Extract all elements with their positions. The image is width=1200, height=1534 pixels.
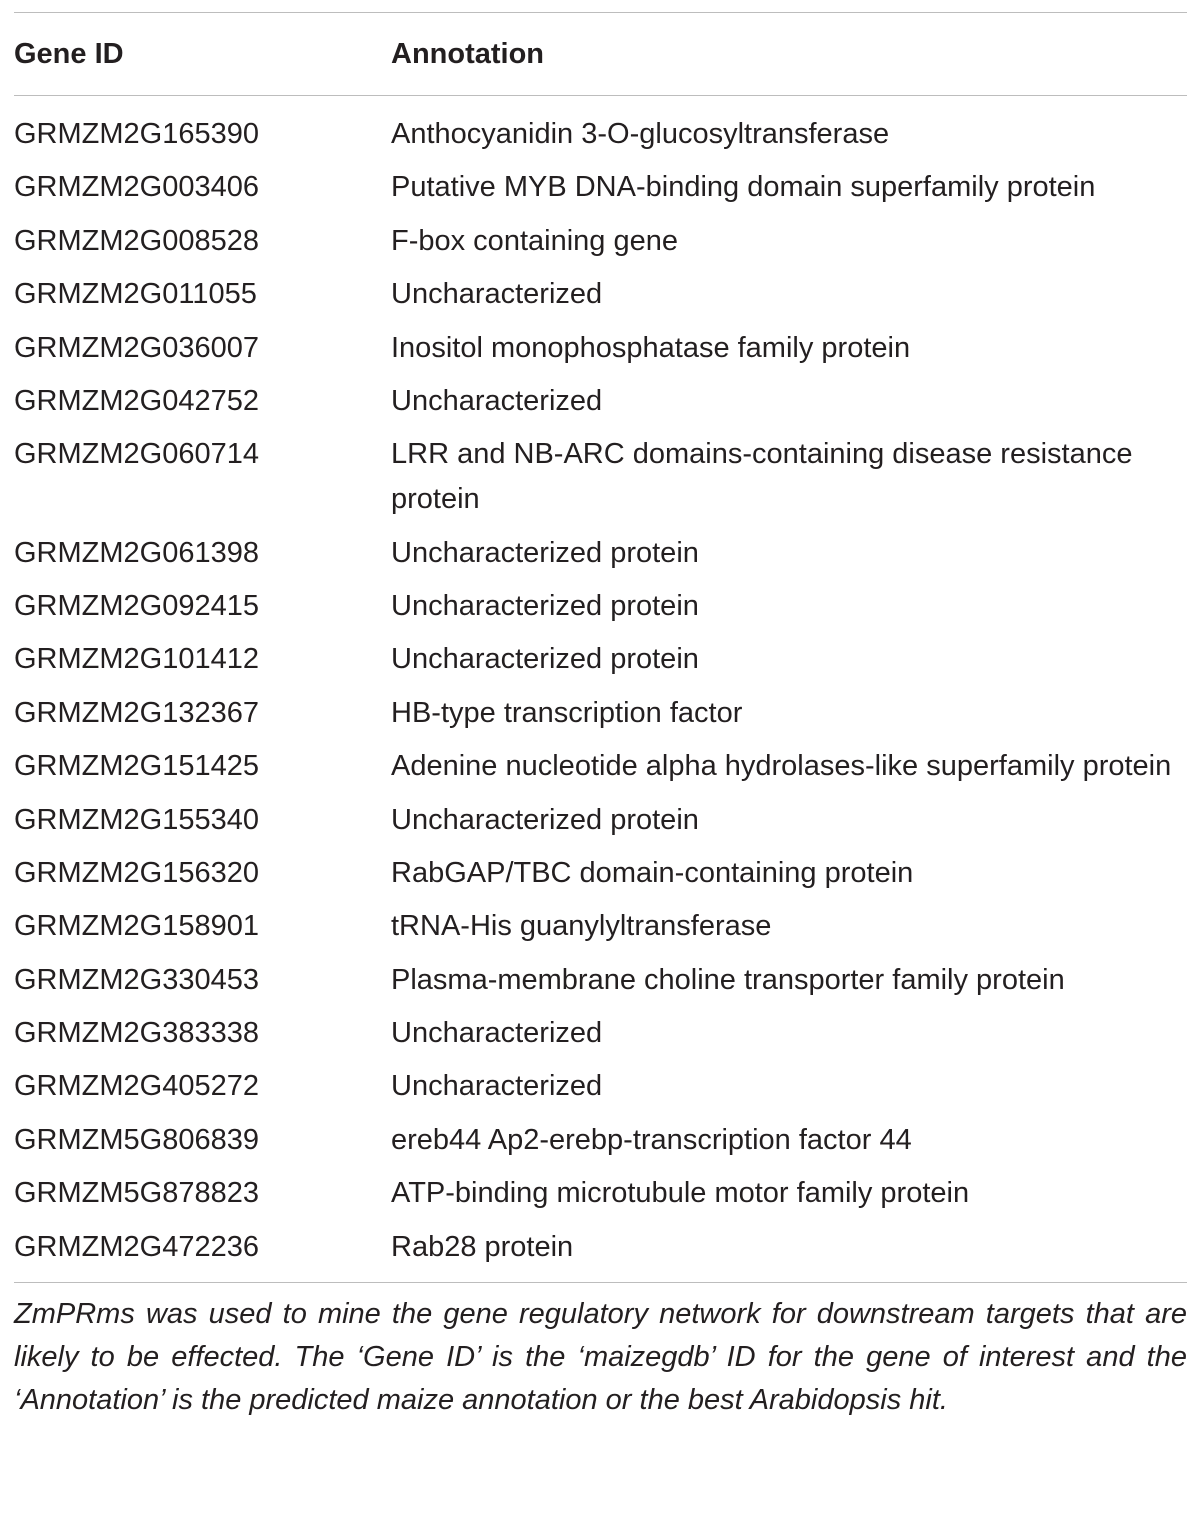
annotation-cell: Plasma-membrane choline transporter family protein bbox=[391, 963, 1065, 996]
gene-id-cell: GRMZM2G092415 bbox=[14, 590, 259, 622]
table-row bbox=[14, 1114, 1187, 1167]
table-row bbox=[14, 526, 1187, 579]
gene-id-cell: GRMZM2G383338 bbox=[14, 1017, 259, 1049]
gene-id-cell: GRMZM2G405272 bbox=[14, 1070, 259, 1103]
annotation-cell: Uncharacterized protein bbox=[391, 536, 699, 569]
annotation-cell: Uncharacterized bbox=[391, 1070, 603, 1103]
annotation-cell: LRR and NB-ARC domains-containing disease resistance protein bbox=[391, 438, 1133, 516]
annotation-cell: Rab28 protein bbox=[391, 1230, 574, 1263]
annotation-cell: Adenine nucleotide alpha hydrolases-like superfamily protein bbox=[391, 750, 1172, 783]
gene-id-cell: GRMZM2G060714 bbox=[14, 438, 259, 471]
annotation-cell: Putative MYB DNA-binding domain superfamily protein bbox=[391, 171, 1096, 204]
annotation-cell: Uncharacterized protein bbox=[391, 803, 699, 836]
annotation-cell: tRNA-His guanylyltransferase bbox=[391, 910, 772, 943]
annotation-cell: Uncharacterized protein bbox=[391, 643, 699, 676]
table-row bbox=[14, 1220, 1187, 1282]
gene-id-cell: GRMZM2G036007 bbox=[14, 331, 259, 364]
annotation-cell: Anthocyanidin 3-O-glucosyltransferase bbox=[391, 118, 890, 150]
annotation-cell: RabGAP/TBC domain-containing protein bbox=[391, 856, 914, 889]
table-body bbox=[14, 96, 1187, 1283]
table-row bbox=[14, 687, 1187, 740]
annotation-cell: Uncharacterized protein bbox=[391, 590, 699, 622]
gene-id-cell: GRMZM2G165390 bbox=[14, 118, 259, 150]
table-header-row bbox=[14, 13, 1187, 96]
table-row bbox=[14, 321, 1187, 374]
header-annotation: Annotation bbox=[391, 37, 545, 70]
table-row bbox=[14, 375, 1187, 428]
header-gene-id: Gene ID bbox=[14, 37, 124, 70]
table-row bbox=[14, 1167, 1187, 1220]
table-row bbox=[14, 428, 1187, 526]
table-footnote: ZmPRms was used to mine the gene regulatory network for downstream targets that are likely to be effected. The ‘Gene ID’ is the ‘maizegdb’ ID for the gene of interest and the ‘Annotation’ is the predicted maize annotation or the best Arabidopsis hit. bbox=[14, 1297, 1187, 1416]
table-row bbox=[14, 740, 1187, 793]
gene-id-cell: GRMZM2G101412 bbox=[14, 643, 259, 676]
gene-id-cell: GRMZM2G472236 bbox=[14, 1230, 259, 1263]
gene-id-cell: GRMZM2G330453 bbox=[14, 963, 259, 996]
annotation-cell: Uncharacterized bbox=[391, 1017, 603, 1049]
table-row bbox=[14, 580, 1187, 633]
gene-id-cell: GRMZM5G806839 bbox=[14, 1123, 259, 1156]
gene-id-cell: GRMZM2G151425 bbox=[14, 750, 259, 783]
gene-id-cell: GRMZM2G008528 bbox=[14, 224, 259, 257]
gene-id-cell: GRMZM2G003406 bbox=[14, 171, 259, 204]
table-row bbox=[14, 161, 1187, 214]
annotation-cell: ATP-binding microtubule motor family protein bbox=[391, 1177, 970, 1210]
gene-id-cell: GRMZM2G156320 bbox=[14, 856, 259, 889]
annotation-cell: F-box containing gene bbox=[391, 224, 678, 257]
table-row bbox=[14, 793, 1187, 846]
gene-table bbox=[14, 13, 1187, 1283]
annotation-cell: Uncharacterized bbox=[391, 384, 603, 417]
gene-id-cell: GRMZM5G878823 bbox=[14, 1177, 259, 1210]
table-row bbox=[14, 847, 1187, 900]
table-row bbox=[14, 268, 1187, 321]
table-row bbox=[14, 1060, 1187, 1113]
gene-id-cell: GRMZM2G132367 bbox=[14, 696, 259, 729]
gene-id-cell: GRMZM2G061398 bbox=[14, 536, 259, 569]
table-row bbox=[14, 633, 1187, 686]
table-row bbox=[14, 953, 1187, 1006]
table-row bbox=[14, 900, 1187, 953]
gene-id-cell: GRMZM2G155340 bbox=[14, 803, 259, 836]
gene-id-cell: GRMZM2G042752 bbox=[14, 384, 259, 417]
annotation-cell: Uncharacterized bbox=[391, 278, 603, 311]
annotation-cell: HB-type transcription factor bbox=[391, 696, 743, 729]
annotation-cell: ereb44 Ap2-erebp-transcription factor 44 bbox=[391, 1123, 912, 1156]
annotation-cell: Inositol monophosphatase family protein bbox=[391, 331, 911, 364]
gene-id-cell: GRMZM2G158901 bbox=[14, 910, 259, 943]
table-row bbox=[14, 96, 1187, 162]
document-page bbox=[14, 12, 1187, 1422]
table-row bbox=[14, 1007, 1187, 1060]
table-row bbox=[14, 215, 1187, 268]
gene-id-cell: GRMZM2G011055 bbox=[14, 278, 257, 311]
